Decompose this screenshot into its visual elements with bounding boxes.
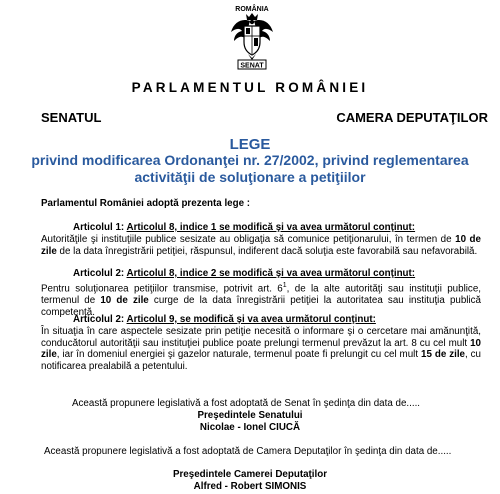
chamber-president-role: Preşedintele Camerei Deputaţilor: [172, 469, 328, 480]
article-3-term: 10 zile: [41, 337, 481, 361]
article-3-term: 15 de zile: [421, 349, 465, 361]
senate-president-name: Nicolae - Ionel CIUCĂ: [199, 422, 301, 433]
chamber-adoption-text: Această propunere legislativă a fost adoptată de Camera Deputaţilor în şedinţa din data de.....: [44, 446, 452, 457]
article-1-body: [41, 234, 481, 258]
article-1-body-part: de la data înregistrării petiţiei, răspunsul, indiferent dacă soluţia este favorabilă sau nefavorabilă.: [56, 245, 478, 257]
law-subtitle-line2: activităţii de soluţionare a petiţiilor: [134, 169, 366, 185]
senate-president-role: Preşedintele Senatului: [197, 410, 303, 421]
article-2-superscript: 1: [282, 281, 287, 289]
article-1-heading: [41, 222, 481, 234]
law-title: LEGE: [229, 136, 271, 153]
coat-of-arms-icon: [226, 4, 278, 70]
preamble: Parlamentul României adoptă prezenta lege :: [41, 198, 251, 209]
article-2-term: 10 de zile: [100, 294, 149, 306]
article-3-lead: Articolul 2:: [73, 314, 127, 325]
article-2-heading-text: Articolul 8, indice 2 se modifică şi va avea următorul conţinut:: [126, 268, 416, 279]
article-2-body-part: , de la alte autorităţi sau instituţii publice, termenul de: [41, 283, 481, 306]
senate-label: SENATUL: [41, 110, 102, 125]
chamber-label: CAMERA DEPUTAŢILOR: [336, 110, 488, 125]
article-2-body-part: curge de la data înregistrării petiţiei la autoritatea sau instituţia publică competentă.: [41, 294, 481, 318]
article-3: [41, 314, 481, 373]
article-3-body: [41, 326, 481, 373]
law-subtitle-line1: privind modificarea Ordonanţei nr. 27/2002, privind reglementarea: [31, 152, 469, 168]
emblem-bottom-label: SENAT: [240, 62, 264, 70]
article-3-heading: [41, 314, 481, 326]
coat-of-arms: [226, 4, 278, 70]
article-3-body-part: În situaţia în care aspectele sesizate prin petiţie necesită o informare şi o cercetare mai amănunţită, conducătorul autorităţii sau instituţiei publice poate prelungi termenul prevăzut la art. 8 cu cel mult: [41, 325, 481, 349]
article-1-lead: Articolul 1:: [73, 222, 127, 233]
article-2-heading: [41, 268, 481, 280]
chamber-president-name: Alfred - Robert SIMONIS: [193, 481, 307, 492]
article-3-body-part: , cu notificarea prealabilă a petentului.: [41, 349, 482, 373]
article-1: [41, 222, 481, 257]
article-3-body-part: , iar în domeniul energiei şi gazelor naturale, termenul poate fi prelungit cu cel mult: [56, 349, 421, 361]
emblem-top-label: ROMÂNIA: [235, 6, 269, 13]
article-2: [41, 268, 481, 318]
parliament-heading: PARLAMENTUL ROMÂNIEI: [131, 80, 369, 95]
article-3-heading-text: Articolul 9, se modifică şi va avea următorul conţinut:: [126, 314, 376, 325]
article-2-body-part: Pentru soluţionarea petiţiilor transmise, potrivit art. 6: [41, 283, 283, 295]
article-2-lead: Articolul 2:: [73, 268, 127, 279]
article-1-term: 10 de zile: [41, 233, 481, 257]
article-1-heading-text: Articolul 8, indice 1 se modifică şi va avea următorul conţinut:: [126, 222, 416, 233]
article-2-body: [41, 280, 481, 319]
senate-adoption-text: Această propunere legislativă a fost adoptată de Senat în şedinţa din data de.....: [72, 398, 421, 409]
article-1-body-part: Autorităţile şi instituţiile publice sesizate au obligaţia să comunice petiţionarului, în termen de: [41, 233, 456, 245]
